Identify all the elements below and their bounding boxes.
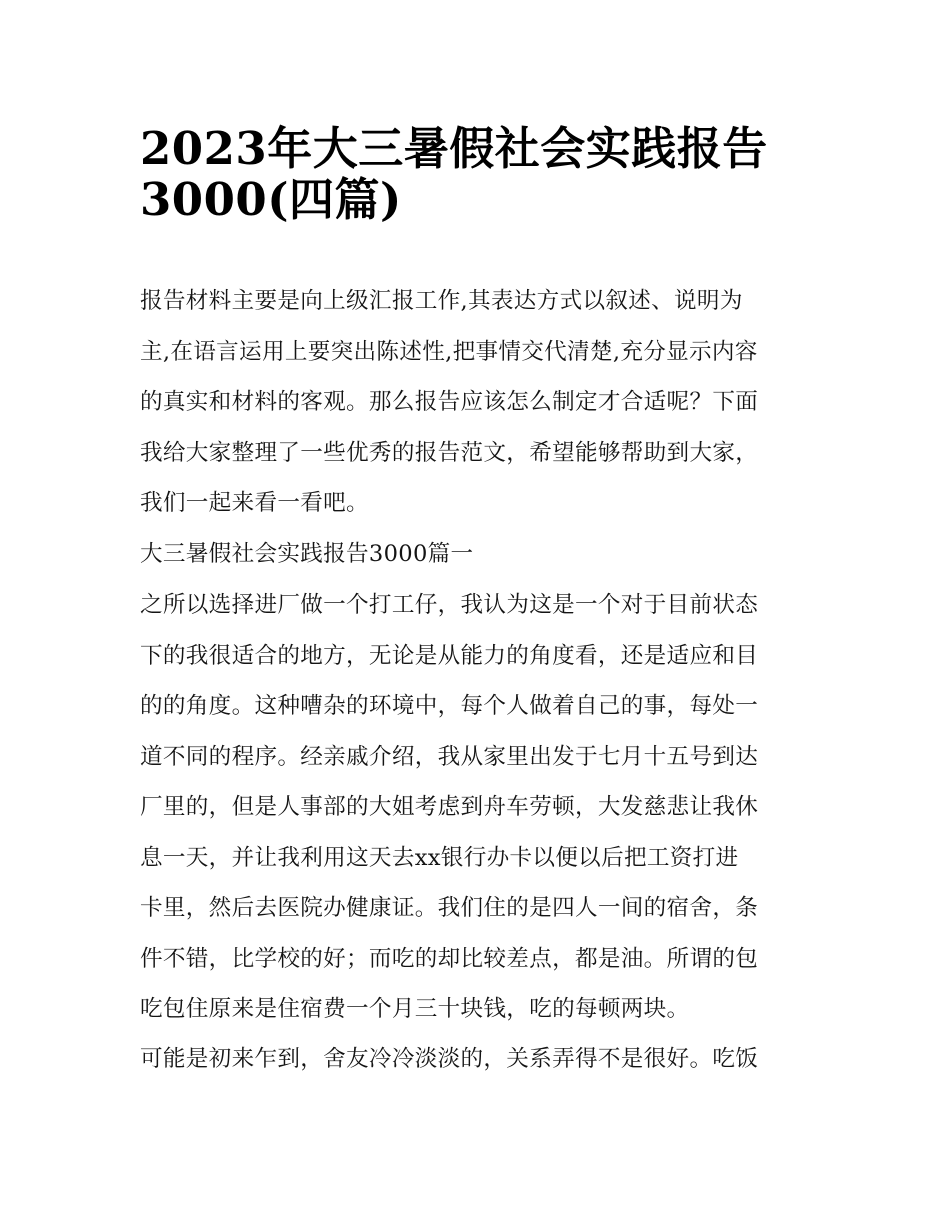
text-line: 可能是初来乍到，舍友冷冷淡淡的，关系弄得不是很好。吃饭 [140,1046,759,1072]
text-line: 件不错，比学校的好；而吃的却比较差点，都是油。所谓的包 [140,945,759,972]
title-line: 2023年大三暑假社会实践报告 [140,122,768,175]
body-paragraph [140,580,812,1035]
text-line: 之所以选择进厂做一个打工仔，我认为这是一个对于目前状态 [140,592,759,618]
intro-paragraph [140,276,812,529]
document-title [140,108,820,226]
section-heading [140,529,812,580]
text-line: 卡里，然后去医院办健康证。我们住的是四人一间的宿舍，条 [140,895,759,921]
text-line: 道不同的程序。经亲戚介绍，我从家里出发于七月十五号到达 [140,743,759,770]
section-heading-text: 大三暑假社会实践报告3000篇一 [140,541,474,567]
text-line: 吃包住原来是住宿费一个月三十块钱，吃的每顿两块。 [140,996,690,1022]
text-line: 报告材料主要是向上级汇报工作,其表达方式以叙述、说明为 [140,288,743,314]
text-line: 厂里的，但是人事部的大姐考虑到舟车劳顿，大发慈悲让我休 [140,794,759,820]
text-line: 我给大家整理了一些优秀的报告范文，希望能够帮助到大家， [140,439,759,466]
title-line: 3000(四篇) [140,172,402,226]
text-line: 的的角度。这种嘈杂的环境中，每个人做着自己的事，每处一 [140,693,759,719]
text-line: 的真实和材料的客观。那么报告应该怎么制定才合适呢？下面 [140,389,759,415]
text-line: 息一天，并让我利用这天去xx银行办卡以便以后把工资打进 [140,844,739,871]
text-line: 下的我很适合的地方，无论是从能力的角度看，还是适应和目 [140,642,759,669]
body-paragraph [140,1034,812,1085]
text-line: 主,在语言运用上要突出陈述性,把事情交代清楚,充分显示内容 [140,338,758,365]
text-line: 我们一起来看一看吧。 [140,490,369,516]
